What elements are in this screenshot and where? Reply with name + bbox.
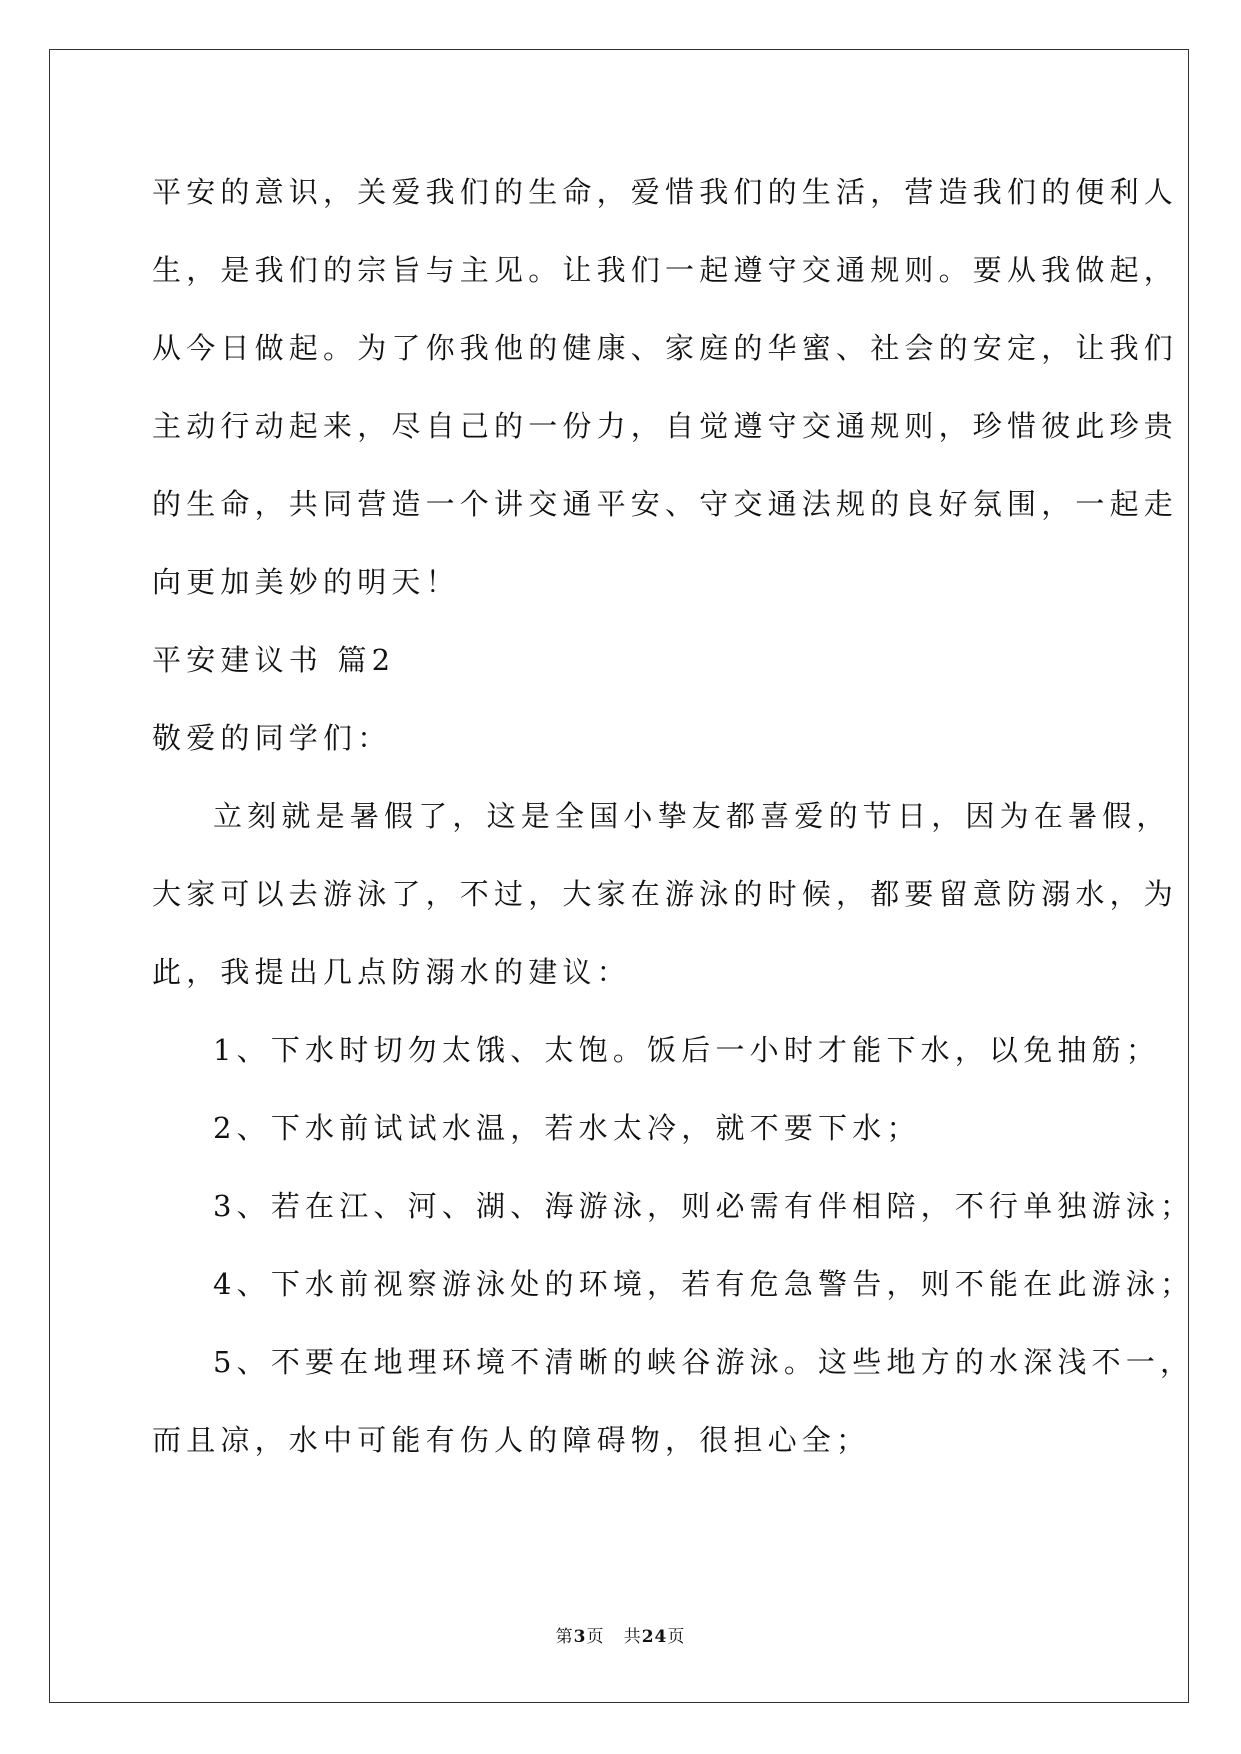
paragraph-line: 此，我提出几点防溺水的建议： [152,955,631,989]
salutation: 敬爱的同学们： [152,721,392,755]
paragraph-line: 生，是我们的宗旨与主见。让我们一起遵守交通规则。要从我做起， [152,253,1179,287]
list-item: 3、若在江、河、湖、海游泳，则必需有伴相陪，不行单独游泳； [213,1189,1195,1223]
page-number: 3 [573,1627,587,1647]
list-item: 5、不要在地理环境不清晰的峡谷游泳。这些地方的水深浅不一， [213,1345,1195,1379]
paragraph-line: 立刻就是暑假了，这是全国小挚友都喜爱的节日，因为在暑假， [213,799,1171,833]
paragraph-line: 大家可以去游泳了，不过，大家在游泳的时候，都要留意防溺水，为 [152,877,1179,911]
total-suffix: 页 [667,1627,686,1647]
list-item-continuation: 而且凉，水中可能有伤人的障碍物，很担心全； [152,1423,871,1457]
list-item: 1、下水时切勿太饿、太饱。饭后一小时才能下水，以免抽筋； [213,1033,1161,1067]
total-pages: 24 [641,1627,668,1647]
paragraph-line: 向更加美妙的明天！ [152,565,460,599]
paragraph-line: 从今日做起。为了你我他的健康、家庭的华蜜、社会的安定，让我们 [152,331,1179,365]
page-prefix: 第 [555,1627,574,1647]
paragraph-line: 主动行动起来，尽自己的一份力，自觉遵守交通规则，珍惜彼此珍贵 [152,409,1179,443]
list-item: 2、下水前试试水温，若水太冷，就不要下水； [213,1111,921,1145]
section-heading: 平安建议书 篇2 [152,643,396,677]
page-suffix: 页 [586,1627,605,1647]
page-footer [0,1626,1241,1648]
paragraph-line: 平安的意识，关爱我们的生命，爱惜我们的生活，营造我们的便利人 [152,175,1179,209]
list-item: 4、下水前视察游泳处的环境，若有危急警告，则不能在此游泳； [213,1267,1195,1301]
total-prefix: 共 [623,1627,642,1647]
paragraph-line: 的生命，共同营造一个讲交通平安、守交通法规的良好氛围，一起走 [152,487,1179,521]
